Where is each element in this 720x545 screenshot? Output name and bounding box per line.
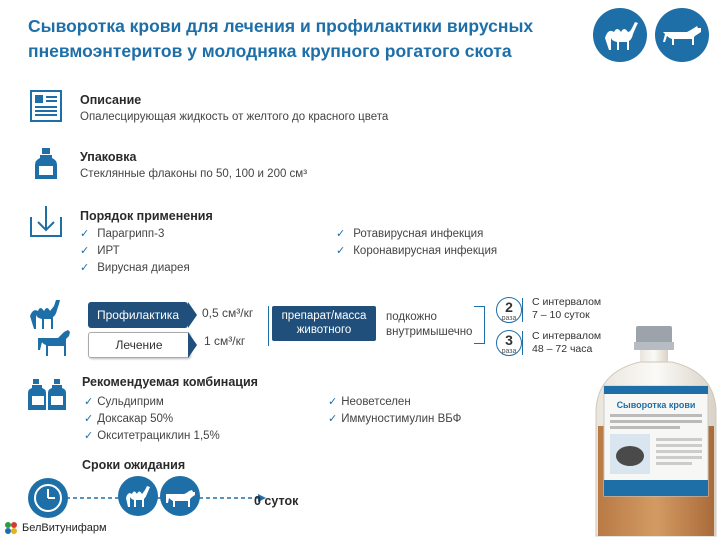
vials-icon <box>28 377 64 413</box>
combination-left-list <box>84 394 220 445</box>
check-icon: ✓ <box>84 430 94 442</box>
prophylaxis-arrow <box>188 302 197 328</box>
route-bracket <box>474 306 485 344</box>
list-item: ✓ Ротавирусная инфекция <box>336 228 484 240</box>
list-item: ✓ Вирусная диарея <box>80 262 190 274</box>
check-icon: ✓ <box>80 245 90 257</box>
list-item: ✓ Иммуностимулин ВБФ <box>328 413 462 425</box>
check-icon: ✓ <box>328 396 338 408</box>
clock-icon <box>28 478 68 518</box>
description-text: Опалесцирующая жидкость от желтого до красного цвета <box>80 111 389 123</box>
check-icon: ✓ <box>80 262 90 274</box>
application-right-list <box>336 226 497 260</box>
list-item: ✓ Неоветселен <box>328 396 411 408</box>
interval-bracket-2 <box>522 331 529 355</box>
combination-heading: Рекомендуемая комбинация <box>82 375 258 389</box>
list-item: ✓ Парагрипп-3 <box>80 228 165 240</box>
calf-small-icon <box>32 324 76 363</box>
route: подкожно внутримышечно <box>386 311 473 338</box>
check-icon: ✓ <box>84 396 94 408</box>
treatment-dose: 1 см³/кг <box>204 334 246 348</box>
camel-icon <box>593 8 647 62</box>
treatment-arrow <box>188 332 197 358</box>
withdrawal-heading: Сроки ожидания <box>82 458 186 472</box>
document-icon <box>28 88 64 124</box>
withdrawal-value: 0 суток <box>254 494 299 508</box>
bracket-line <box>264 306 269 346</box>
prophylaxis-dose: 0,5 см³/кг <box>202 306 254 320</box>
packaging-text: Стеклянные флаконы по 50, 100 и 200 см³ <box>80 168 308 180</box>
check-icon: ✓ <box>328 413 338 425</box>
interval-2: С интервалом 48 – 72 часа <box>532 330 602 355</box>
times-badge-2: 2 раза <box>496 297 522 323</box>
vial-icon <box>28 146 64 182</box>
cow-timeline-icon <box>160 476 200 516</box>
camel-timeline-icon <box>118 476 158 516</box>
times-badge-3: 3 раза <box>496 330 522 356</box>
check-icon: ✓ <box>80 228 90 240</box>
product-label-name: Сыворотка крови <box>616 400 696 410</box>
check-icon: ✓ <box>336 228 346 240</box>
product-bottle <box>588 326 720 540</box>
list-item: ✓ ИРТ <box>80 245 120 257</box>
check-icon: ✓ <box>84 413 94 425</box>
list-item: ✓ Доксакар 50% <box>84 413 174 425</box>
interval-bracket-1 <box>522 298 529 322</box>
interval-1: С интервалом 7 – 10 суток <box>532 296 602 321</box>
packaging-heading: Упаковка <box>80 150 137 164</box>
cow-icon <box>655 8 709 62</box>
list-item: ✓ Коронавирусная инфекция <box>336 245 498 257</box>
download-arrow-icon <box>28 203 64 239</box>
treatment-label: Лечение <box>88 332 190 358</box>
brand-logo-icon <box>4 521 18 535</box>
page-title: Сыворотка крови для лечения и профилактики вирусных пневмоэнтеритов у молодняка крупного рогатого скота <box>28 16 534 61</box>
application-heading: Порядок применения <box>80 209 213 223</box>
prophylaxis-label: Профилактика <box>88 302 188 328</box>
check-icon: ✓ <box>336 245 346 257</box>
brand-name: БелВитунифарм <box>22 522 107 534</box>
description-heading: Описание <box>80 93 142 107</box>
application-left-list <box>80 226 190 277</box>
list-item: ✓ Окситетрациклин 1,5% <box>84 430 220 442</box>
dose-unit-block: препарат/масса животного <box>272 306 376 341</box>
combination-right-list <box>328 394 461 428</box>
list-item: ✓ Сульдиприм <box>84 396 164 408</box>
